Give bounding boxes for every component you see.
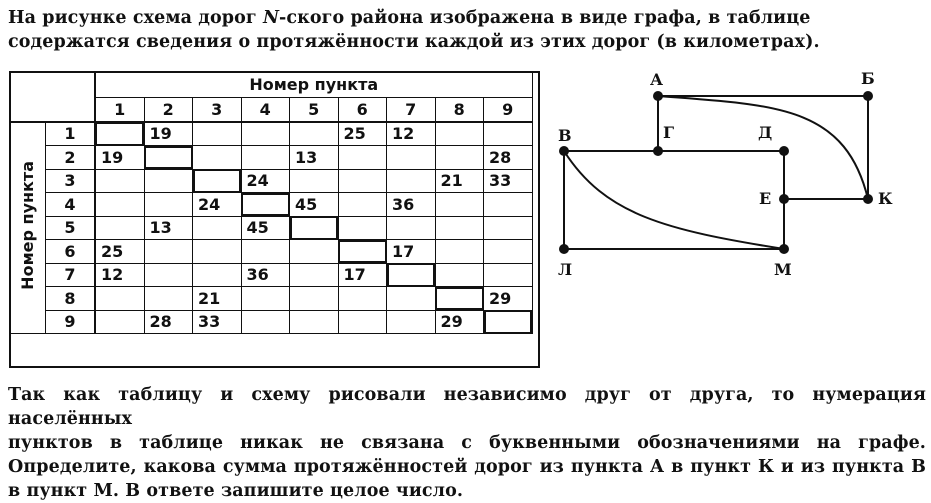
table-cell [435,193,484,217]
label-m: М [774,260,792,279]
graph-edges [564,96,868,249]
table-cell [144,263,193,287]
node-b [863,91,873,101]
diagonal-cell [435,287,484,311]
table-row [10,287,533,311]
node-e [779,194,789,204]
column-number: 9 [484,98,533,122]
diagonal-cell [241,193,290,217]
distance-table-body [10,72,533,334]
table-cell: 36 [241,263,290,287]
row-number: 3 [46,169,96,193]
table-cell [193,263,242,287]
table-cell: 24 [193,193,242,217]
table-cell: 33 [193,310,242,334]
table-cell [435,240,484,264]
intro-italic-n: N [262,8,280,28]
row-header-text: Номер пункта [18,161,37,291]
table-cell: 45 [290,193,339,217]
column-number: 3 [193,98,242,122]
table-cell: 12 [95,263,144,287]
table-cell [241,310,290,334]
label-a: А [650,70,664,89]
table-cell [95,193,144,217]
table-cell [241,146,290,170]
column-header: Номер пункта [95,72,532,98]
table-cell: 45 [241,216,290,240]
table-row [10,310,533,334]
table-cell: 19 [144,122,193,146]
table-cell: 12 [387,122,436,146]
row-number: 9 [46,310,96,334]
table-header-row [10,72,533,98]
node-d [779,146,789,156]
table-cell [435,216,484,240]
node-m [779,244,789,254]
label-d: Д [758,123,773,142]
table-cell [484,240,533,264]
column-number: 7 [387,98,436,122]
table-cell [435,146,484,170]
intro-text [8,6,928,54]
label-b: Б [861,69,875,88]
diagonal-cell [193,169,242,193]
table-cell: 24 [241,169,290,193]
table-cell [290,240,339,264]
table-cell [241,122,290,146]
table-row [10,263,533,287]
table-cell: 21 [435,169,484,193]
table-cell [193,216,242,240]
row-number: 8 [46,287,96,311]
table-cell [95,287,144,311]
table-cell [290,263,339,287]
diagonal-cell [387,263,436,287]
table-cell: 33 [484,169,533,193]
question-text [8,383,926,503]
node-l [559,244,569,254]
table-cell [95,310,144,334]
table-cell [338,193,387,217]
table-cell: 25 [338,122,387,146]
table-cell [484,216,533,240]
table-cell: 28 [484,146,533,170]
table-cell [338,310,387,334]
question-line: пунктов в таблице никак не связана с буквенными обозначениями на графе. [8,433,926,453]
table-cell [338,287,387,311]
table-cell [387,310,436,334]
table-cell [144,193,193,217]
row-number: 6 [46,240,96,264]
table-cell [290,169,339,193]
intro-part1: На рисунке схема дорог [8,8,263,28]
edge-a-k [658,96,868,199]
table-cell [241,287,290,311]
label-l: Л [558,260,573,279]
table-cell [290,122,339,146]
table-cell [338,216,387,240]
node-v [559,146,569,156]
diagonal-cell [144,146,193,170]
table-cell [144,287,193,311]
label-e: Е [759,189,772,208]
table-row [10,193,533,217]
table-cell [193,240,242,264]
table-cell: 29 [435,310,484,334]
table-cell [193,146,242,170]
table-row [10,240,533,264]
table-row [10,122,533,146]
table-cell: 29 [484,287,533,311]
question-line: Определите, какова сумма протяжённостей дорог из пункта А в пункт К и из пункта В [8,457,926,477]
column-number: 5 [290,98,339,122]
table-cell [95,169,144,193]
road-graph [545,65,895,285]
table-row [10,216,533,240]
table-cell [387,169,436,193]
row-number: 7 [46,263,96,287]
table-cell [435,263,484,287]
diagonal-cell [338,240,387,264]
intro-part2: -ского района изображена в виде графа, в таблице содержатся сведения о протяжённости каждой из этих дорог (в километрах). [8,8,820,52]
table-cell [387,146,436,170]
node-g [653,146,663,156]
table-cell [144,169,193,193]
table-cell [435,122,484,146]
row-number: 2 [46,146,96,170]
table-row [10,146,533,170]
table-cell: 13 [144,216,193,240]
table-cell [484,263,533,287]
diagonal-cell [484,310,533,334]
table-cell [290,287,339,311]
column-number: 4 [241,98,290,122]
row-number: 1 [46,122,96,146]
table-cell [338,146,387,170]
edge-v-m [564,151,784,249]
row-number: 4 [46,193,96,217]
table-cell: 25 [95,240,144,264]
table-cell [290,310,339,334]
table-cell [193,122,242,146]
table-cell: 17 [338,263,387,287]
table-cell [144,240,193,264]
table-cell [484,193,533,217]
node-a [653,91,663,101]
table-cell: 19 [95,146,144,170]
column-number: 8 [435,98,484,122]
table-cell [387,216,436,240]
label-k: К [878,189,893,208]
table-cell: 21 [193,287,242,311]
question-line: Так как таблицу и схему рисовали независимо друг от друга, то нумерация населённых [8,385,926,429]
diagonal-cell [95,122,144,146]
column-number: 6 [338,98,387,122]
row-header [10,122,46,334]
table-cell [387,287,436,311]
node-k [863,194,873,204]
table-corner [10,72,96,122]
table-cell: 28 [144,310,193,334]
row-number: 5 [46,216,96,240]
question-line: в пункт М. В ответе запишите целое число. [8,481,464,501]
graph-nodes [559,91,873,254]
table-cell: 17 [387,240,436,264]
column-number: 1 [95,98,144,122]
table-cell [338,169,387,193]
column-number: 2 [144,98,193,122]
table-row [10,169,533,193]
table-cell [241,240,290,264]
distance-table [9,71,533,334]
diagonal-cell [290,216,339,240]
table-cell: 36 [387,193,436,217]
table-cell [484,122,533,146]
label-g: Г [663,123,675,142]
label-v: В [558,126,572,145]
table-cell [95,216,144,240]
table-cell: 13 [290,146,339,170]
